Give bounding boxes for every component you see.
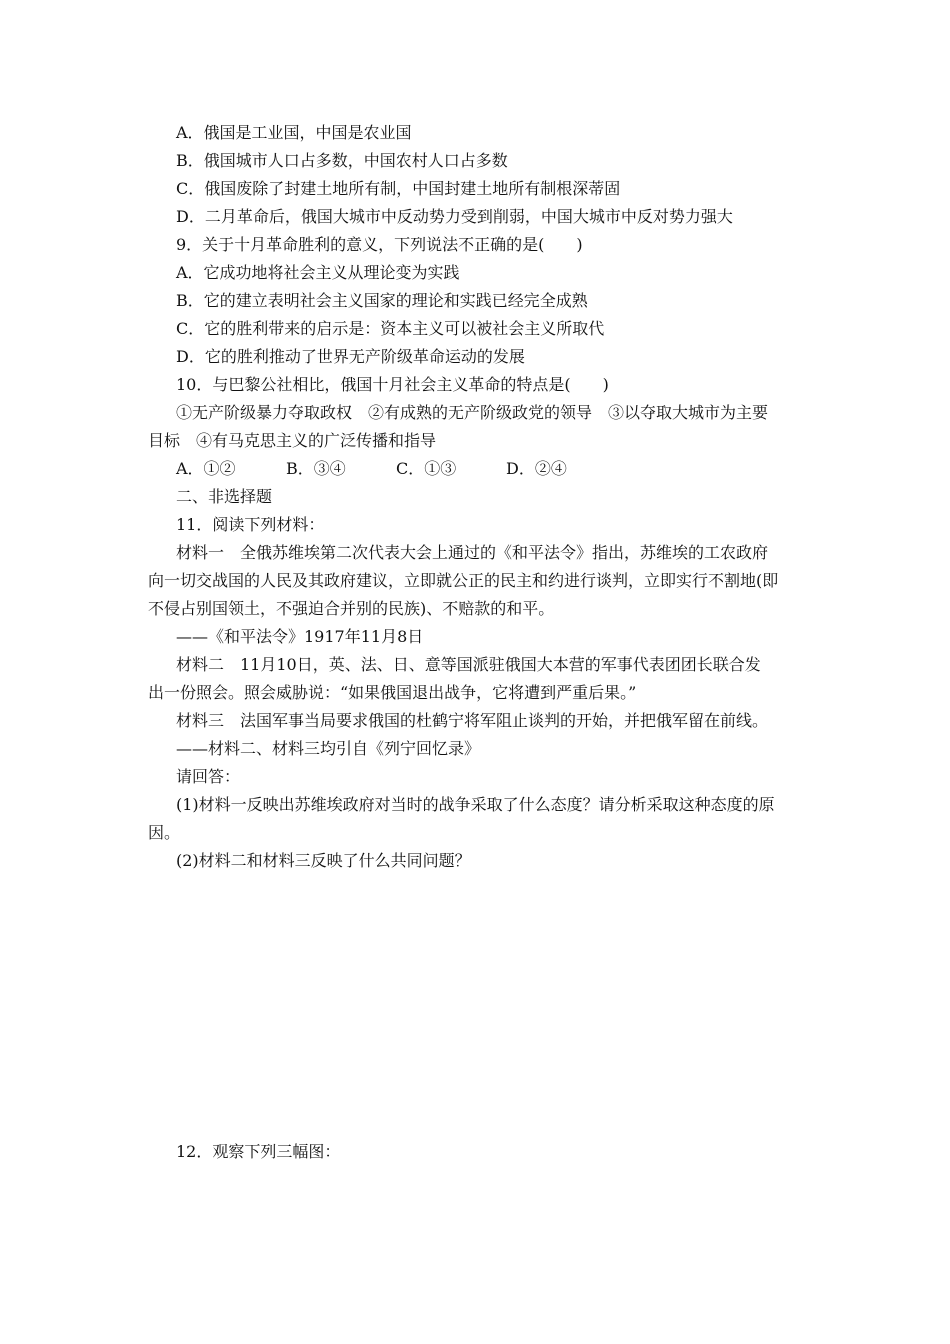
q10-items-line1: ①无产阶级暴力夺取政权 ②有成熟的无产阶级政党的领导 ③以夺取大城市为主要: [176, 403, 769, 422]
q11-sub2: (2)材料二和材料三反映了什么共同问题？: [176, 851, 471, 870]
q9-option-c: C．它的胜利带来的启示是：资本主义可以被社会主义所取代: [176, 319, 605, 338]
q11-sub1-line1: (1)材料一反映出苏维埃政府对当时的战争采取了什么态度？请分析采取这种态度的原: [176, 795, 775, 814]
q9-option-a: A．它成功地将社会主义从理论变为实践: [176, 263, 460, 282]
q11-material2-line1: 材料二 11月10日，英、法、日、意等国派驻俄国大本营的军事代表团团长联合发: [176, 655, 761, 674]
q8-option-d: D．二月革命后，俄国大城市中反动势力受到削弱，中国大城市中反对势力强大: [176, 207, 733, 226]
q11-stem: 11．阅读下列材料：: [176, 515, 325, 534]
q10-option-b: B．③④: [286, 459, 346, 478]
q11-material3: 材料三 法国军事当局要求俄国的杜鹤宁将军阻止谈判的开始，并把俄军留在前线。: [176, 711, 769, 730]
q9-stem: 9．关于十月革命胜利的意义，下列说法不正确的是( ): [176, 235, 583, 254]
q11-sub1-line2: 因。: [148, 823, 181, 842]
q11-material1-line1: 材料一 全俄苏维埃第二次代表大会上通过的《和平法令》指出，苏维埃的工农政府: [176, 543, 769, 562]
q8-option-a: A．俄国是工业国，中国是农业国: [176, 123, 412, 142]
q8-option-c: C．俄国废除了封建土地所有制，中国封建土地所有制根深蒂固: [176, 179, 621, 198]
q10-option-d: D．②④: [506, 459, 567, 478]
q9-option-d: D．它的胜利推动了世界无产阶级革命运动的发展: [176, 347, 525, 366]
q12-stem: 12．观察下列三幅图：: [176, 1142, 341, 1161]
q10-option-a: A．①②: [176, 459, 236, 478]
q11-prompt: 请回答：: [176, 767, 241, 786]
q10-option-c: C．①③: [396, 459, 457, 478]
q11-material23-source: ——材料二、材料三均引自《列宁回忆录》: [176, 739, 481, 758]
q11-material1-source: ——《和平法令》1917年11月8日: [176, 627, 424, 646]
q10-options: [176, 459, 567, 479]
q9-option-b: B．它的建立表明社会主义国家的理论和实践已经完全成熟: [176, 291, 588, 310]
q11-material1-line2: 向一切交战国的人民及其政府建议，立即就公正的民主和约进行谈判，立即实行不割地(即: [148, 571, 779, 590]
section-heading: 二、非选择题: [176, 487, 273, 506]
q10-items-line2: 目标 ④有马克思主义的广泛传播和指导: [148, 431, 437, 450]
q8-option-b: B．俄国城市人口占多数，中国农村人口占多数: [176, 151, 508, 170]
q11-material1-line3: 不侵占别国领土，不强迫合并别的民族)、不赔款的和平。: [148, 599, 555, 618]
q11-material2-line2: 出一份照会。照会威胁说：“如果俄国退出战争，它将遭到严重后果。”: [148, 683, 637, 702]
q10-stem: 10．与巴黎公社相比，俄国十月社会主义革命的特点是( ): [176, 375, 609, 394]
